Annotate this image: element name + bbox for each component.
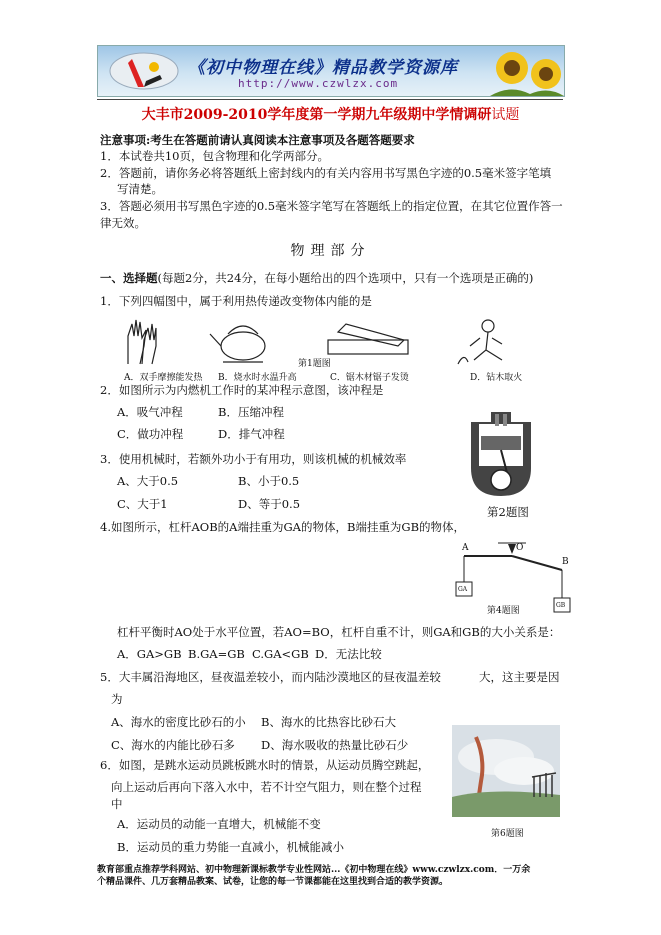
question-5-stem-tail: 大，这主要是因 (479, 670, 560, 684)
question-2-stem: 2．如图所示为内燃机工作时的某冲程示意图，该冲程是 (100, 383, 384, 397)
q5-option: B、海水的比热容比砂石大 (261, 715, 396, 729)
q1-option: B．烧水时水温升高 (218, 373, 297, 383)
question-6-stem: 6．如图，是跳水运动员跳板跳水时的情景，从运动员腾空跳起， (100, 758, 430, 772)
footer-line-1: 教育部重点推荐学科网站、初中物理新课标教学专业性网站...《初中物理在线》www.czwlzx.com．一万余 (97, 865, 531, 875)
question-6-stem-3: 中 (111, 797, 123, 811)
question-4-stem: 4.如图所示，杠杆AOB的A端挂重为GA的物体，B端挂重为GB的物体， (100, 520, 466, 534)
section1-header: 一、选择题(每题2分，共24分，在每小题给出的四个选项中，只有一个选项是正确的) (100, 271, 534, 285)
notice-item: 写清楚。 (117, 182, 163, 196)
question-6-stem-2: 向上运动后再向下落入水中，若不计空气阻力，则在整个过程 (111, 780, 422, 794)
q2-option: A．吸气冲程 (117, 405, 183, 419)
q4-option: A．GA>GB (117, 647, 182, 661)
q2-option: B．压缩冲程 (218, 405, 284, 419)
footer-line-2: 个精品课件、几万套精品教案、试卷，让您的每一节课都能在这里找到合适的教学资源。 (97, 877, 449, 887)
section-title: 物理部分 (290, 243, 371, 259)
kettle-icon (210, 326, 265, 362)
q1-figure-caption: 第1题图 (298, 359, 331, 369)
lever-label-o: O (516, 543, 524, 553)
exam-title: 大丰市2009-2010学年度第一学期九年级期中学情调研试题 (141, 107, 520, 123)
q5-option: C、海水的内能比砂石多 (111, 738, 235, 752)
header-rule (97, 99, 563, 100)
question-3-stem: 3．使用机械时，若额外功小于有用功，则该机械的机械效率 (100, 452, 407, 466)
q3-option: B、小于0.5 (238, 474, 300, 488)
q1-option: D．钻木取火 (470, 373, 523, 383)
q5-option: D、海水吸收的热量比砂石少 (261, 738, 409, 752)
q4-option: C.GA<GB (252, 647, 309, 661)
header-banner (97, 45, 565, 97)
notice-heading: 注意事项:考生在答题前请认真阅读本注意事项及各题答题要求 (100, 133, 415, 147)
q6-figure-caption: 第6题图 (491, 829, 524, 839)
sunflower-icon (490, 46, 564, 96)
question-4-stem-2: 杠杆平衡时AO处于水平位置，若AO=BO，杠杆自重不计，则GA和GB的大小关系是： (117, 625, 561, 639)
q4-option: D．无法比较 (315, 647, 382, 661)
hands-icon (128, 320, 156, 364)
q2-option: D．排气冲程 (218, 427, 285, 441)
banner-title: 《初中物理在线》精品教学资源库 (188, 58, 458, 78)
question-1-stem: 1．下列四幅图中，属于利用热传递改变物体内能的是 (100, 294, 372, 308)
q4-option: B.GA=GB (188, 647, 245, 661)
notice-item: 3．答题必须用书写黑色字迹的0.5毫米签字笔写在答题纸上的指定位置，在其它位置作答一 (100, 199, 563, 213)
notice-item: 2．答题前，请你务必将答题纸上密封线内的有关内容用书写黑色字迹的0.5毫米签字笔填 (100, 166, 552, 180)
q1-option: A．双手摩擦能发热 (124, 373, 203, 383)
q6-option: A．运动员的动能一直增大，机械能不变 (117, 817, 321, 831)
lever-label-gb: GB (556, 602, 566, 609)
question-5-stem-2: 为 (111, 692, 123, 706)
q3-option: C、大于1 (117, 497, 168, 511)
q5-option: A、海水的密度比砂石的小 (111, 715, 246, 729)
q2-figure-caption: 第2题图 (487, 505, 529, 519)
lever-label-ga: GA (458, 586, 468, 593)
q3-option: D、等于0.5 (238, 497, 301, 511)
q6-option: B．运动员的重力势能一直减小，机械能减小 (117, 840, 344, 854)
saw-icon (328, 324, 408, 354)
notice-item: 1．本试卷共10页，包含物理和化学两部分。 (100, 149, 329, 163)
lever-label-a: A (462, 543, 469, 553)
engine-diagram (461, 408, 541, 500)
diving-image (452, 725, 560, 817)
q2-option: C．做功冲程 (117, 427, 184, 441)
drill-icon (458, 320, 502, 364)
logo-icon (104, 49, 184, 93)
banner-url: http://www.czwlzx.com (238, 77, 399, 90)
question-5-stem: 5．大丰属沿海地区，昼夜温差较小，而内陆沙漠地区的昼夜温差较 (100, 670, 441, 684)
q1-option: C．锯木材锯子发烫 (330, 373, 409, 383)
notice-item: 律无效。 (100, 216, 146, 230)
q3-option: A、大于0.5 (117, 474, 179, 488)
q4-figure-caption: 第4题图 (487, 606, 520, 616)
lever-label-b: B (562, 557, 569, 567)
